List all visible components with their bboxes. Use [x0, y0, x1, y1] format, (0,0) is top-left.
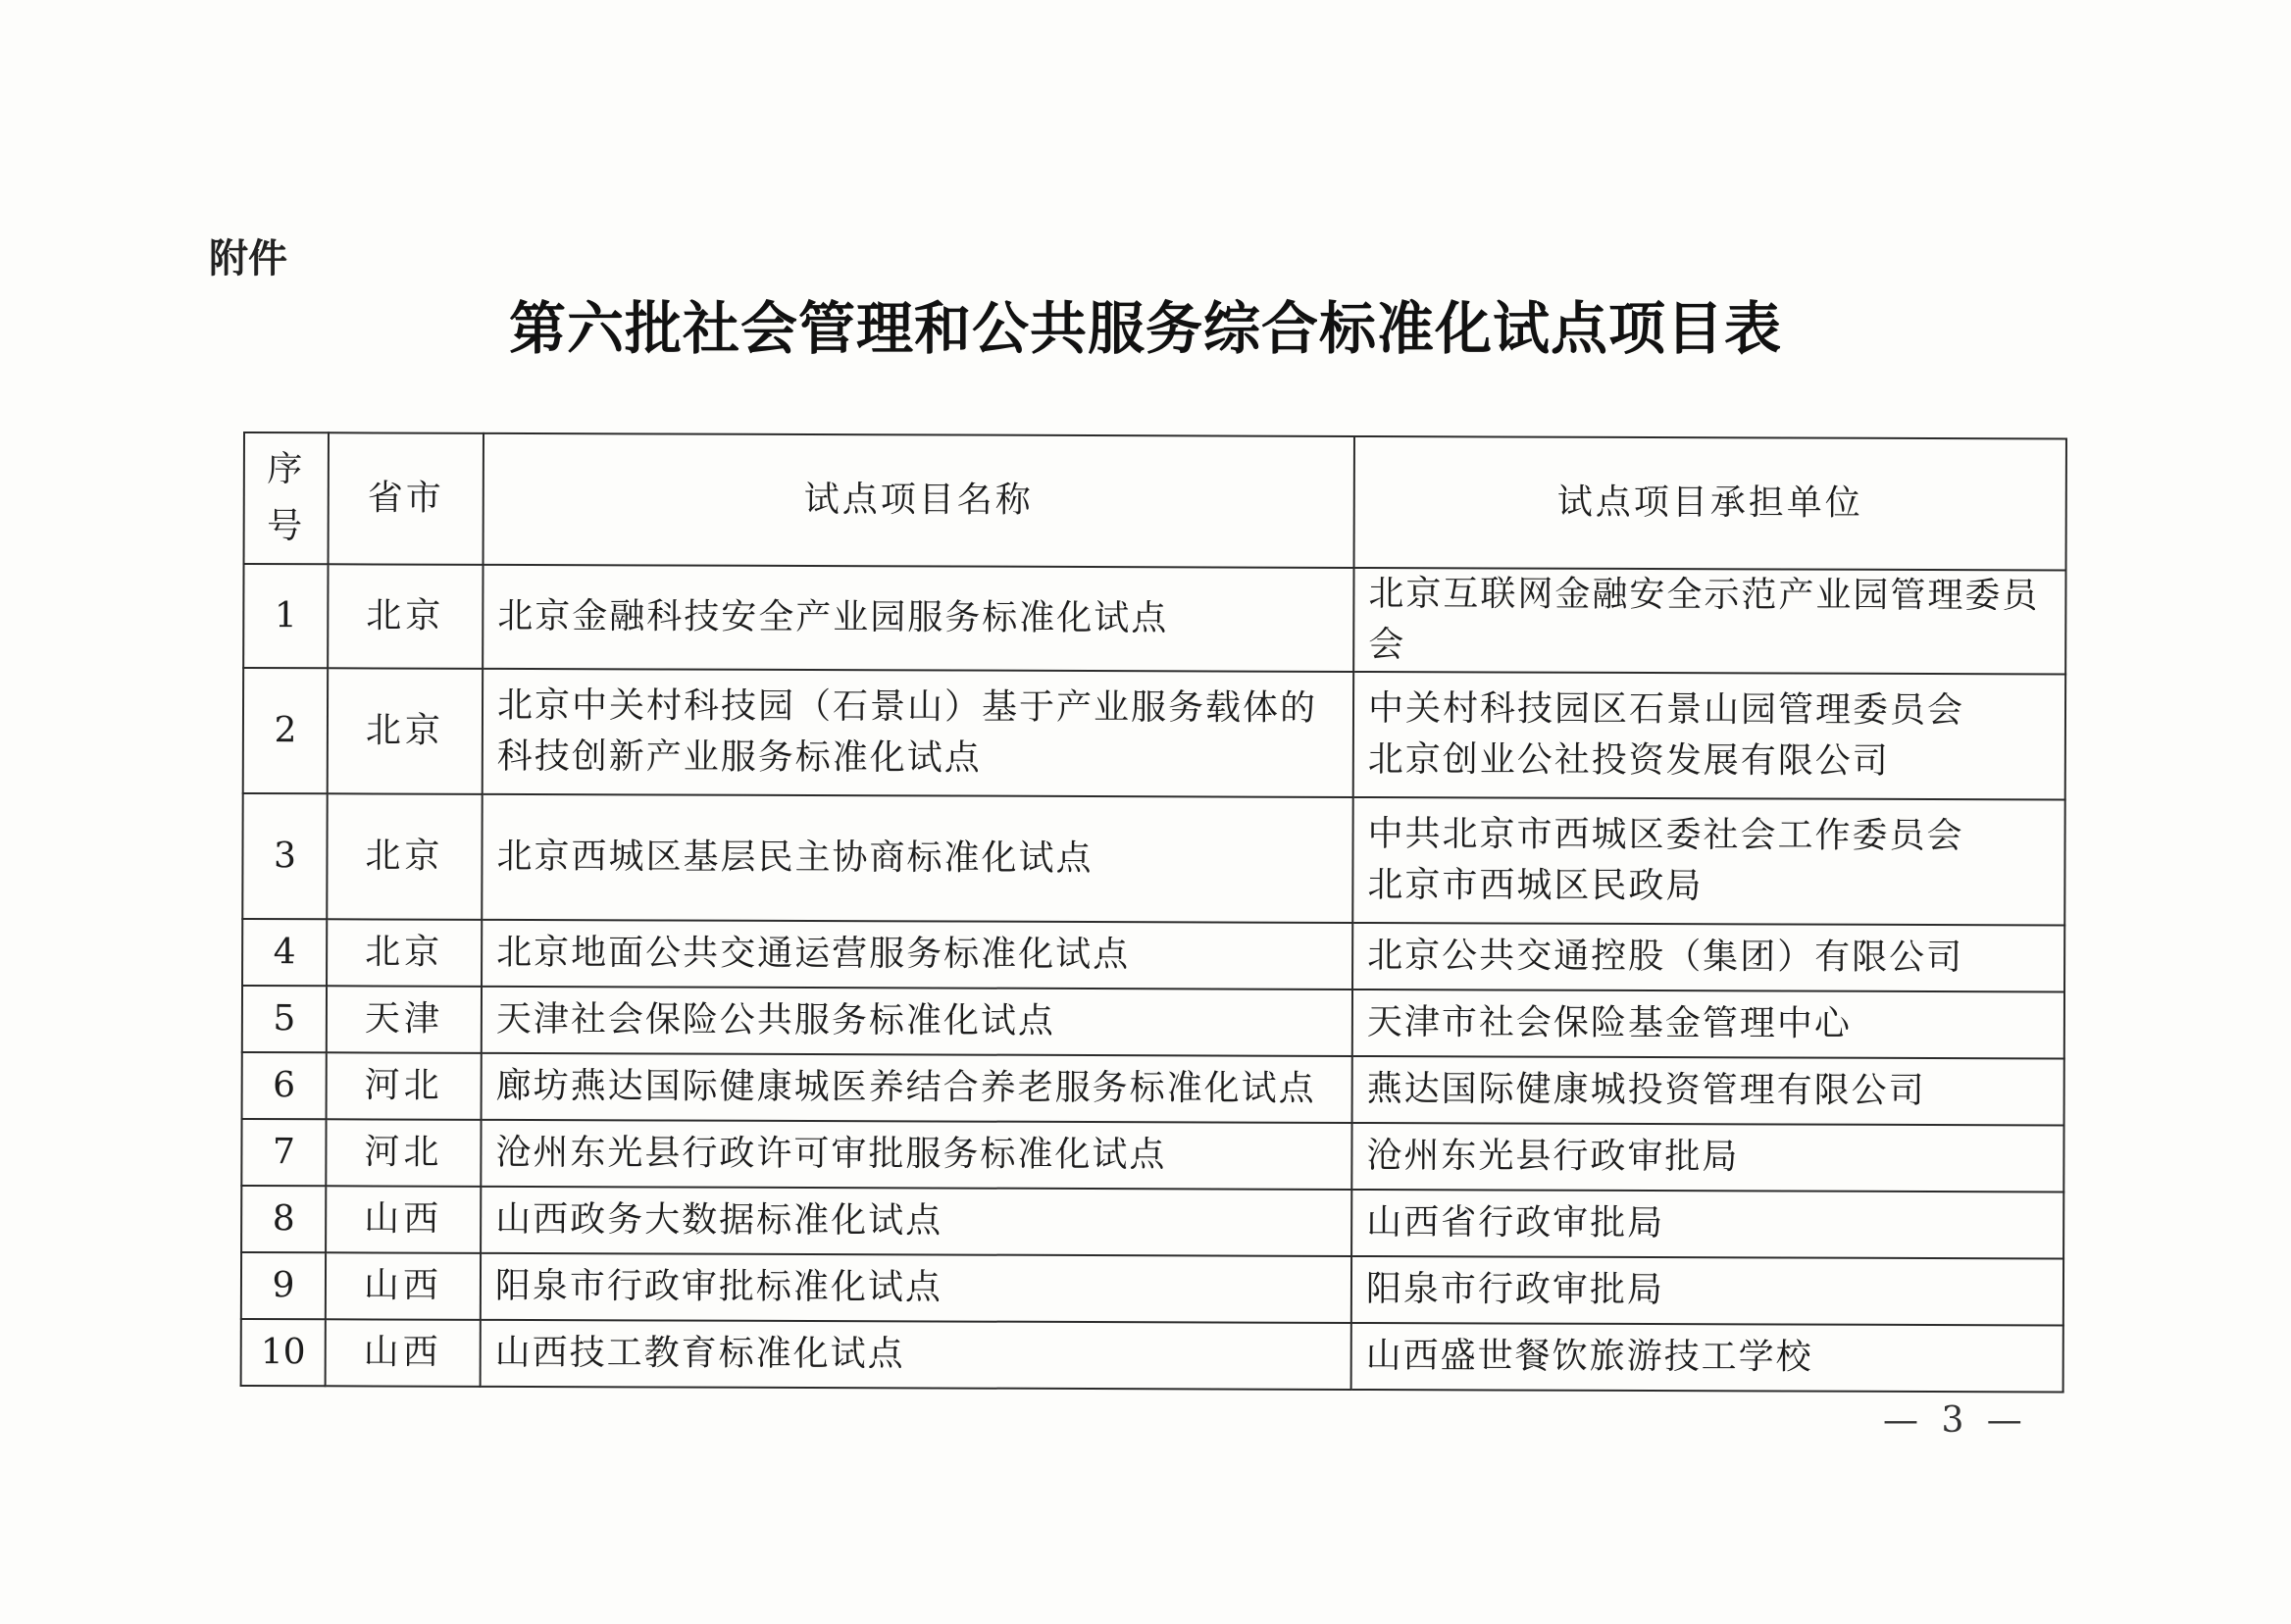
header-province: 省市 — [329, 432, 484, 565]
header-seq-top: 序 — [267, 449, 306, 490]
table-row — [241, 1119, 2063, 1192]
row-province: 山西 — [326, 1319, 481, 1387]
row-seq: 8 — [241, 1186, 326, 1252]
row-undertaking-unit — [1351, 1123, 2063, 1193]
row-undertaking-unit — [1352, 990, 2064, 1059]
row-undertaking-unit — [1352, 797, 2064, 926]
row-undertaking-unit — [1351, 1323, 2063, 1393]
table-body — [241, 564, 2066, 1392]
row-province: 北京 — [328, 564, 483, 669]
row-seq: 2 — [243, 668, 328, 793]
row-project-name: 北京中关村科技园（石景山）基于产业服务载体的科技创新产业服务标准化试点 — [483, 669, 1353, 797]
row-undertaking-unit — [1352, 1056, 2064, 1126]
unit-line: 天津市社会保险基金管理中心 — [1366, 1002, 1852, 1044]
table-row — [243, 564, 2065, 674]
row-province: 天津 — [327, 986, 482, 1053]
table-row — [241, 1319, 2063, 1392]
attachment-label: 附件 — [209, 236, 287, 281]
row-undertaking-unit — [1352, 923, 2064, 992]
row-seq: 4 — [242, 919, 327, 986]
unit-line: 中共北京市西城区委社会工作委员会 — [1367, 814, 1964, 857]
table-row — [242, 793, 2064, 925]
unit-line: 中关村科技园区石景山园管理委员会 — [1367, 688, 1965, 732]
row-seq: 3 — [242, 793, 327, 919]
header-project-name: 试点项目名称 — [484, 433, 1354, 568]
row-project-name: 山西技工教育标准化试点 — [481, 1320, 1351, 1390]
header-undertaking-unit: 试点项目承担单位 — [1354, 436, 2066, 571]
row-seq: 1 — [243, 564, 328, 668]
table-row — [241, 1252, 2063, 1325]
unit-line: 北京市西城区民政局 — [1367, 865, 1704, 907]
row-project-name: 天津社会保险公共服务标准化试点 — [482, 987, 1352, 1056]
row-project-name: 山西政务大数据标准化试点 — [481, 1187, 1351, 1256]
row-province: 北京 — [328, 668, 483, 794]
row-undertaking-unit — [1353, 672, 2065, 800]
table-row — [242, 1052, 2064, 1125]
unit-line: 山西盛世餐饮旅游技工学校 — [1365, 1336, 1813, 1378]
unit-line: 北京创业公社投资发展有限公司 — [1367, 739, 1890, 782]
row-province: 山西 — [326, 1252, 481, 1320]
row-project-name: 北京金融科技安全产业园服务标准化试点 — [483, 565, 1353, 672]
header-row — [244, 432, 2066, 570]
row-project-name: 北京西城区基层民主协商标准化试点 — [482, 794, 1352, 923]
row-province: 北京 — [327, 793, 482, 920]
header-seq-bottom: 号 — [267, 506, 306, 547]
unit-line: 北京互联网金融安全示范产业园管理委员会 — [1368, 574, 2040, 666]
row-undertaking-unit — [1351, 1256, 2063, 1326]
table-row — [242, 919, 2064, 991]
row-province: 北京 — [327, 919, 482, 987]
row-province: 山西 — [326, 1186, 481, 1253]
row-project-name: 廊坊燕达国际健康城医养结合养老服务标准化试点 — [482, 1053, 1352, 1123]
unit-line: 燕达国际健康城投资管理有限公司 — [1366, 1069, 1926, 1111]
table-row — [243, 668, 2065, 799]
row-undertaking-unit — [1353, 568, 2065, 675]
page-number: — 3 — — [1883, 1400, 2028, 1441]
document-title: 第六批社会管理和公共服务综合标准化试点项目表 — [508, 295, 1782, 362]
row-seq: 10 — [241, 1319, 326, 1386]
table-row — [241, 1186, 2063, 1258]
row-seq: 6 — [242, 1052, 327, 1119]
table-header — [244, 432, 2066, 570]
table-row — [242, 986, 2064, 1058]
row-project-name: 北京地面公共交通运营服务标准化试点 — [482, 920, 1352, 990]
unit-line: 沧州东光县行政审批局 — [1366, 1136, 1740, 1178]
unit-line: 山西省行政审批局 — [1366, 1202, 1665, 1244]
unit-line: 阳泉市行政审批局 — [1365, 1269, 1665, 1311]
row-seq: 9 — [241, 1252, 326, 1319]
pilot-project-table — [240, 431, 2067, 1393]
row-province: 河北 — [326, 1119, 481, 1187]
row-seq: 5 — [242, 986, 327, 1052]
header-seq — [244, 432, 329, 564]
row-seq: 7 — [241, 1119, 326, 1186]
row-project-name: 阳泉市行政审批标准化试点 — [481, 1253, 1351, 1323]
row-undertaking-unit — [1351, 1190, 2063, 1259]
unit-line: 北京公共交通控股（集团）有限公司 — [1367, 936, 1964, 979]
row-project-name: 沧州东光县行政许可审批服务标准化试点 — [481, 1120, 1351, 1190]
row-province: 河北 — [327, 1052, 482, 1120]
